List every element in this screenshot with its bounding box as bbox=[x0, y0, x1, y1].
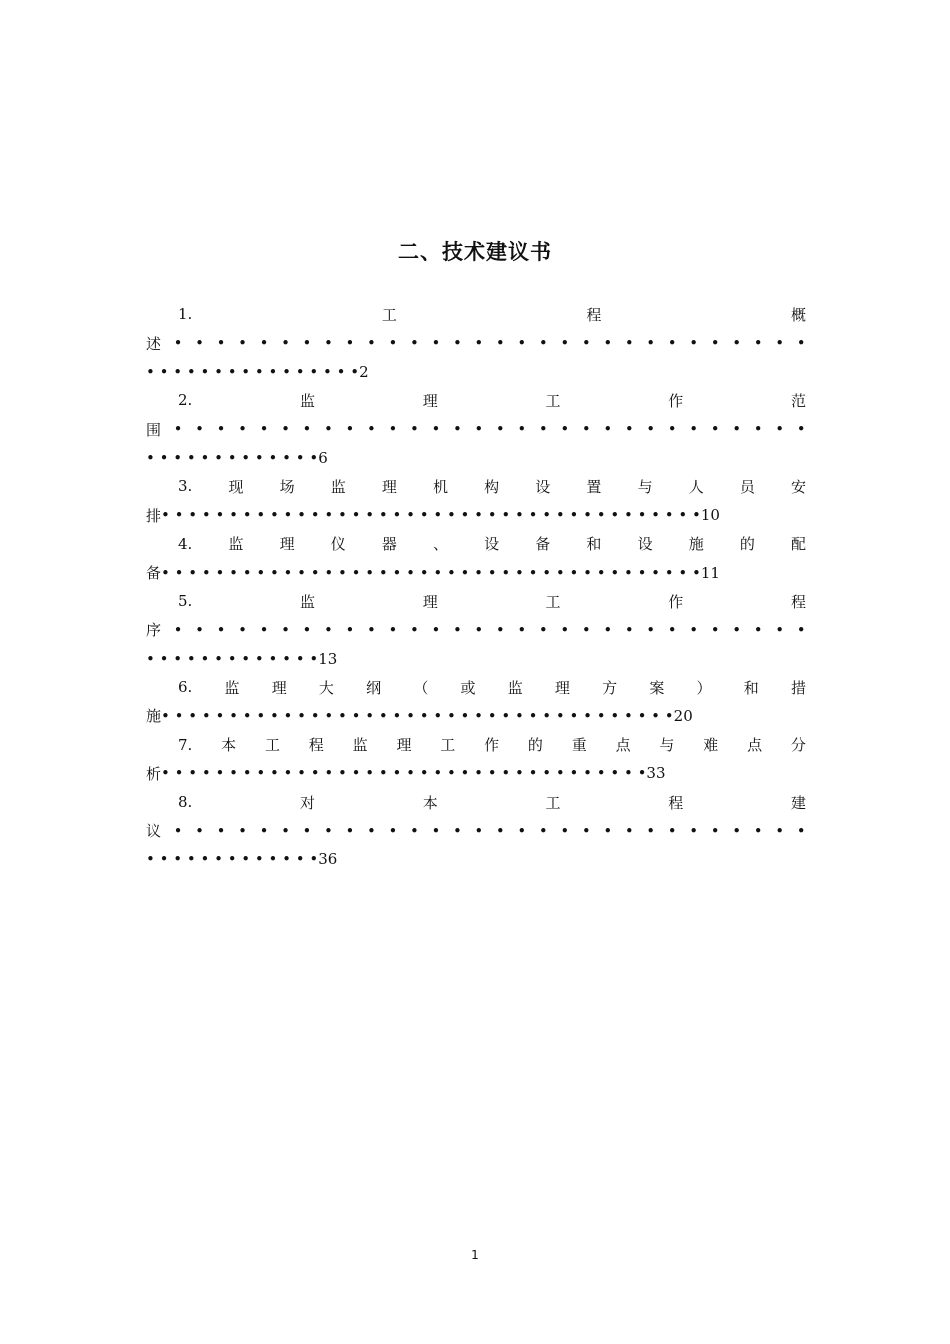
toc-leader-dot: • bbox=[216, 420, 226, 439]
toc-leader-dot: • bbox=[796, 334, 806, 353]
toc-leader-dot: • bbox=[624, 620, 634, 639]
toc-title-char: 大 bbox=[318, 678, 334, 697]
toc-leader-dot: • bbox=[173, 620, 183, 639]
toc-title-char: 围 bbox=[146, 420, 162, 439]
toc-leader-dot: • bbox=[324, 821, 333, 840]
toc-leader-dot: • bbox=[667, 821, 677, 840]
toc-leader-dot: • bbox=[388, 334, 398, 353]
toc-leader-dot: • bbox=[388, 821, 398, 840]
toc-leader-dot: • bbox=[517, 821, 527, 840]
toc-line bbox=[146, 616, 806, 645]
toc-leader-dot: • bbox=[753, 334, 763, 353]
toc-title-char: 备 bbox=[146, 564, 162, 583]
toc-number: 7. bbox=[178, 735, 193, 754]
toc-title-char: 点 bbox=[747, 736, 763, 755]
toc-leader-dot: • bbox=[302, 620, 312, 639]
toc-number: 5. bbox=[178, 592, 193, 611]
toc-leader-dot: • bbox=[474, 420, 484, 439]
toc-leader-dot: • bbox=[238, 620, 247, 639]
toc-title-char: 序 bbox=[146, 621, 162, 640]
toc-leader-dot: • bbox=[367, 420, 376, 439]
toc-title-char: 监 bbox=[352, 736, 368, 755]
toc-leader-dot: • bbox=[646, 334, 656, 353]
toc-title-char: 监 bbox=[224, 678, 240, 697]
toc-line bbox=[146, 816, 806, 845]
toc-title-char: 议 bbox=[146, 822, 162, 841]
toc-title-char: 程 bbox=[790, 592, 806, 611]
toc-page: 13 bbox=[318, 649, 338, 668]
toc-number: 1. bbox=[178, 305, 193, 324]
toc-title-char: 理 bbox=[381, 477, 397, 496]
toc-title-char: 机 bbox=[433, 477, 449, 496]
toc-leader-dot: • bbox=[517, 620, 527, 639]
toc-leader-dot: • bbox=[603, 334, 613, 353]
toc-title-char: 工 bbox=[264, 736, 280, 755]
toc-title-char: 纲 bbox=[366, 678, 382, 697]
document-title: 二、技术建议书 bbox=[398, 240, 552, 264]
toc-title-char: 置 bbox=[586, 477, 602, 496]
toc-leader-dot: • bbox=[560, 334, 570, 353]
toc-title-char: 理 bbox=[422, 592, 438, 611]
toc-title-char: 点 bbox=[615, 736, 631, 755]
toc-leader-dot: • bbox=[452, 420, 462, 439]
toc-entry[interactable] bbox=[146, 472, 806, 529]
toc-leader-dot: • bbox=[281, 620, 290, 639]
toc-page: 2 bbox=[359, 362, 369, 381]
toc-leader-dot: • bbox=[302, 334, 312, 353]
toc-title-char: 和 bbox=[743, 678, 759, 697]
toc-leader-dot: • bbox=[495, 620, 505, 639]
toc-leader-dot: • bbox=[710, 420, 720, 439]
toc-title-char: 安 bbox=[790, 477, 806, 496]
toc-title-char: 施 bbox=[146, 707, 162, 726]
toc-title-char: 的 bbox=[527, 736, 543, 755]
toc-leader-dot: • bbox=[409, 620, 419, 639]
toc-line bbox=[146, 329, 806, 358]
toc-leader-dot: • bbox=[560, 821, 570, 840]
toc-title-char: 理 bbox=[279, 535, 295, 554]
toc-leader-dot: • bbox=[345, 821, 355, 840]
toc-title-char: ） bbox=[696, 678, 712, 697]
toc-page: 36 bbox=[318, 850, 338, 869]
toc-title-char: 排 bbox=[146, 506, 162, 525]
toc-leader-dot: • bbox=[195, 821, 204, 840]
toc-title-char: 作 bbox=[668, 391, 684, 410]
toc-title-char: 建 bbox=[790, 793, 806, 812]
toc-title-char: 难 bbox=[703, 736, 719, 755]
toc-leader-dot: • bbox=[281, 334, 290, 353]
toc-leader-dot: • bbox=[345, 334, 355, 353]
toc-leader-dot: • bbox=[753, 620, 763, 639]
toc-leader-dot: • bbox=[173, 334, 183, 353]
toc-leader-dot: • bbox=[517, 334, 527, 353]
toc-line bbox=[146, 501, 806, 530]
toc-title-char: 现 bbox=[228, 477, 244, 496]
toc-title-char: 的 bbox=[739, 535, 755, 554]
toc-leader-dot: • bbox=[195, 620, 204, 639]
toc-leader: • • • • • • • • • • • • • bbox=[146, 850, 319, 869]
toc-line bbox=[146, 415, 806, 444]
toc-leader-dot: • bbox=[495, 420, 505, 439]
toc-title-char: 工 bbox=[545, 592, 561, 611]
toc-leader-dot: • bbox=[216, 620, 226, 639]
toc-line bbox=[146, 357, 806, 386]
toc-title-char: 设 bbox=[637, 535, 653, 554]
toc-leader-dot: • bbox=[431, 334, 441, 353]
toc-leader-dot: • bbox=[646, 821, 656, 840]
toc-page: 6 bbox=[318, 448, 328, 467]
toc-entry[interactable] bbox=[146, 788, 806, 874]
toc-title-char: 本 bbox=[221, 736, 237, 755]
toc-leader-dot: • bbox=[538, 420, 548, 439]
table-of-contents bbox=[146, 300, 806, 874]
toc-line bbox=[146, 730, 806, 759]
toc-title-char: 作 bbox=[484, 736, 500, 755]
toc-title-char: 、 bbox=[433, 535, 449, 554]
toc-leader-dot: • bbox=[732, 334, 742, 353]
toc-leader-dot: • bbox=[603, 821, 613, 840]
toc-leader-dot: • bbox=[238, 420, 247, 439]
toc-number: 4. bbox=[178, 534, 193, 553]
toc-line bbox=[146, 673, 806, 702]
toc-line bbox=[146, 587, 806, 616]
toc-leader-dot: • bbox=[216, 334, 226, 353]
toc-leader-dot: • bbox=[667, 334, 677, 353]
toc-leader-dot: • bbox=[710, 821, 720, 840]
toc-title-char: 构 bbox=[484, 477, 500, 496]
toc-leader: • • • • • • • • • • • • • • • • bbox=[146, 362, 360, 381]
toc-page: 11 bbox=[700, 563, 720, 582]
toc-leader-dot: • bbox=[753, 821, 763, 840]
toc-leader-dot: • bbox=[238, 821, 247, 840]
toc-leader-dot: • bbox=[324, 334, 333, 353]
toc-title-char: （ bbox=[413, 678, 429, 697]
toc-entry[interactable] bbox=[146, 530, 806, 587]
toc-leader: • • • • • • • • • • • • • bbox=[146, 448, 319, 467]
toc-leader-dot: • bbox=[495, 334, 505, 353]
toc-title-char: 和 bbox=[586, 535, 602, 554]
toc-leader-dot: • bbox=[689, 334, 699, 353]
toc-title-char: 设 bbox=[535, 477, 551, 496]
toc-line bbox=[146, 443, 806, 472]
toc-line bbox=[146, 472, 806, 501]
toc-leader-dot: • bbox=[689, 420, 699, 439]
toc-title-char: 本 bbox=[422, 793, 438, 812]
toc-leader-dot: • bbox=[431, 420, 441, 439]
toc-leader: • • • • • • • • • • • • • bbox=[146, 649, 319, 668]
toc-title-char: 述 bbox=[146, 334, 162, 353]
toc-leader-dot: • bbox=[409, 420, 419, 439]
toc-leader-dot: • bbox=[281, 420, 290, 439]
toc-leader-dot: • bbox=[367, 620, 376, 639]
toc-leader-dot: • bbox=[474, 821, 484, 840]
toc-title-char: 监 bbox=[300, 391, 316, 410]
toc-leader-dot: • bbox=[581, 420, 591, 439]
toc-line bbox=[146, 300, 806, 329]
toc-title-char: 员 bbox=[739, 477, 755, 496]
toc-leader-dot: • bbox=[538, 620, 548, 639]
toc-page: 33 bbox=[646, 764, 666, 783]
toc-leader-dot: • bbox=[560, 620, 570, 639]
toc-leader-dot: • bbox=[796, 821, 806, 840]
toc-leader-dot: • bbox=[517, 420, 527, 439]
toc-leader-dot: • bbox=[710, 334, 720, 353]
toc-leader-dot: • bbox=[667, 620, 677, 639]
toc-line bbox=[146, 558, 806, 587]
toc-title-char: 仪 bbox=[330, 535, 346, 554]
toc-entry[interactable] bbox=[146, 673, 806, 730]
toc-leader-dot: • bbox=[603, 420, 613, 439]
toc-leader-dot: • bbox=[281, 821, 290, 840]
toc-leader-dot: • bbox=[367, 821, 376, 840]
toc-title-char: 理 bbox=[554, 678, 570, 697]
toc-title-char: 监 bbox=[330, 477, 346, 496]
toc-title-char: 析 bbox=[146, 764, 162, 783]
toc-title-char: 与 bbox=[637, 477, 653, 496]
toc-title-char: 理 bbox=[422, 391, 438, 410]
toc-title-char: 配 bbox=[790, 535, 806, 554]
toc-leader-dot: • bbox=[195, 334, 204, 353]
toc-title-char: 备 bbox=[535, 535, 551, 554]
toc-leader-dot: • bbox=[775, 334, 785, 353]
toc-leader-dot: • bbox=[796, 620, 806, 639]
toc-leader-dot: • bbox=[388, 420, 398, 439]
toc-leader-dot: • bbox=[367, 334, 376, 353]
toc-title-char: 工 bbox=[545, 793, 561, 812]
toc-number: 8. bbox=[178, 793, 193, 812]
toc-leader-dot: • bbox=[431, 620, 441, 639]
toc-leader: • • • • • • • • • • • • • • • • • • • • • • • • • • • • • • • • • • • • • • • • bbox=[161, 506, 701, 525]
toc-leader-dot: • bbox=[173, 420, 183, 439]
toc-leader: • • • • • • • • • • • • • • • • • • • • • • • • • • • • • • • • • • • • bbox=[161, 764, 647, 783]
toc-leader-dot: • bbox=[409, 821, 419, 840]
toc-leader-dot: • bbox=[474, 334, 484, 353]
toc-leader-dot: • bbox=[732, 420, 742, 439]
toc-leader-dot: • bbox=[538, 821, 548, 840]
toc-leader: • • • • • • • • • • • • • • • • • • • • • • • • • • • • • • • • • • • • • • • • bbox=[161, 563, 701, 582]
toc-leader-dot: • bbox=[324, 420, 333, 439]
toc-title-char: 工 bbox=[440, 736, 456, 755]
toc-title-char: 与 bbox=[659, 736, 675, 755]
toc-title-char: 监 bbox=[300, 592, 316, 611]
toc-leader-dot: • bbox=[667, 420, 677, 439]
toc-title-char: 设 bbox=[484, 535, 500, 554]
toc-title-char: 措 bbox=[790, 678, 806, 697]
toc-leader-dot: • bbox=[452, 821, 462, 840]
toc-leader-dot: • bbox=[324, 620, 333, 639]
toc-title-char: 作 bbox=[668, 592, 684, 611]
toc-leader-dot: • bbox=[624, 821, 634, 840]
toc-leader-dot: • bbox=[195, 420, 204, 439]
toc-entry[interactable] bbox=[146, 730, 806, 787]
toc-leader-dot: • bbox=[474, 620, 484, 639]
toc-title-char: 工 bbox=[545, 391, 561, 410]
toc-leader-dot: • bbox=[452, 620, 462, 639]
toc-leader-dot: • bbox=[732, 620, 742, 639]
toc-page: 10 bbox=[700, 506, 720, 525]
toc-line bbox=[146, 759, 806, 788]
toc-title-char: 程 bbox=[668, 793, 684, 812]
toc-entry[interactable] bbox=[146, 300, 806, 386]
toc-leader-dot: • bbox=[603, 620, 613, 639]
toc-title-char: 人 bbox=[688, 477, 704, 496]
toc-title-char: 概 bbox=[790, 305, 806, 324]
toc-leader-dot: • bbox=[775, 620, 785, 639]
toc-line bbox=[146, 386, 806, 415]
toc-title-char: 理 bbox=[271, 678, 287, 697]
toc-number: 6. bbox=[178, 678, 193, 697]
toc-title-char: 分 bbox=[790, 736, 806, 755]
toc-line bbox=[146, 788, 806, 817]
toc-leader-dot: • bbox=[259, 334, 269, 353]
toc-line bbox=[146, 702, 806, 731]
toc-leader-dot: • bbox=[345, 620, 355, 639]
toc-leader-dot: • bbox=[259, 420, 269, 439]
toc-title-char: 程 bbox=[586, 305, 602, 324]
toc-entry[interactable] bbox=[146, 386, 806, 472]
toc-leader-dot: • bbox=[302, 420, 312, 439]
toc-title-char: 场 bbox=[279, 477, 295, 496]
toc-title-char: 监 bbox=[228, 535, 244, 554]
toc-line bbox=[146, 530, 806, 559]
toc-leader-dot: • bbox=[259, 620, 269, 639]
toc-line bbox=[146, 845, 806, 874]
toc-title-char: 重 bbox=[571, 736, 587, 755]
toc-title-char: 理 bbox=[396, 736, 412, 755]
toc-leader-dot: • bbox=[646, 620, 656, 639]
toc-entry[interactable] bbox=[146, 587, 806, 673]
toc-leader-dot: • bbox=[775, 420, 785, 439]
toc-leader-dot: • bbox=[452, 334, 462, 353]
toc-leader-dot: • bbox=[710, 620, 720, 639]
page-number: 1 bbox=[471, 1248, 479, 1262]
toc-page: 20 bbox=[673, 706, 693, 725]
toc-leader-dot: • bbox=[560, 420, 570, 439]
toc-title-char: 或 bbox=[460, 678, 476, 697]
toc-title-char: 程 bbox=[308, 736, 324, 755]
toc-leader-dot: • bbox=[732, 821, 742, 840]
toc-leader-dot: • bbox=[753, 420, 763, 439]
toc-leader-dot: • bbox=[581, 821, 591, 840]
toc-leader-dot: • bbox=[581, 334, 591, 353]
toc-title-char: 工 bbox=[381, 305, 397, 324]
toc-title-char: 施 bbox=[688, 535, 704, 554]
toc-leader-dot: • bbox=[624, 334, 634, 353]
toc-leader-dot: • bbox=[495, 821, 505, 840]
toc-leader-dot: • bbox=[624, 420, 634, 439]
toc-leader-dot: • bbox=[409, 334, 419, 353]
toc-leader-dot: • bbox=[646, 420, 656, 439]
toc-leader-dot: • bbox=[689, 821, 699, 840]
toc-leader-dot: • bbox=[259, 821, 269, 840]
toc-leader-dot: • bbox=[345, 420, 355, 439]
toc-title-char: 案 bbox=[649, 678, 665, 697]
toc-leader-dot: • bbox=[431, 821, 441, 840]
toc-leader-dot: • bbox=[216, 821, 226, 840]
toc-leader: • • • • • • • • • • • • • • • • • • • • • • • • • • • • • • • • • • • • • • bbox=[161, 706, 674, 725]
toc-leader-dot: • bbox=[775, 821, 785, 840]
toc-title-char: 对 bbox=[300, 793, 316, 812]
toc-title-char: 范 bbox=[790, 391, 806, 410]
toc-leader-dot: • bbox=[173, 821, 183, 840]
toc-title-char: 器 bbox=[381, 535, 397, 554]
toc-line bbox=[146, 644, 806, 673]
toc-leader-dot: • bbox=[238, 334, 247, 353]
toc-title-char: 方 bbox=[602, 678, 618, 697]
toc-number: 3. bbox=[178, 477, 193, 496]
toc-leader-dot: • bbox=[581, 620, 591, 639]
toc-number: 2. bbox=[178, 391, 193, 410]
toc-leader-dot: • bbox=[689, 620, 699, 639]
toc-title-char: 监 bbox=[507, 678, 523, 697]
toc-leader-dot: • bbox=[538, 334, 548, 353]
toc-leader-dot: • bbox=[388, 620, 398, 639]
toc-leader-dot: • bbox=[796, 420, 806, 439]
toc-leader-dot: • bbox=[302, 821, 312, 840]
